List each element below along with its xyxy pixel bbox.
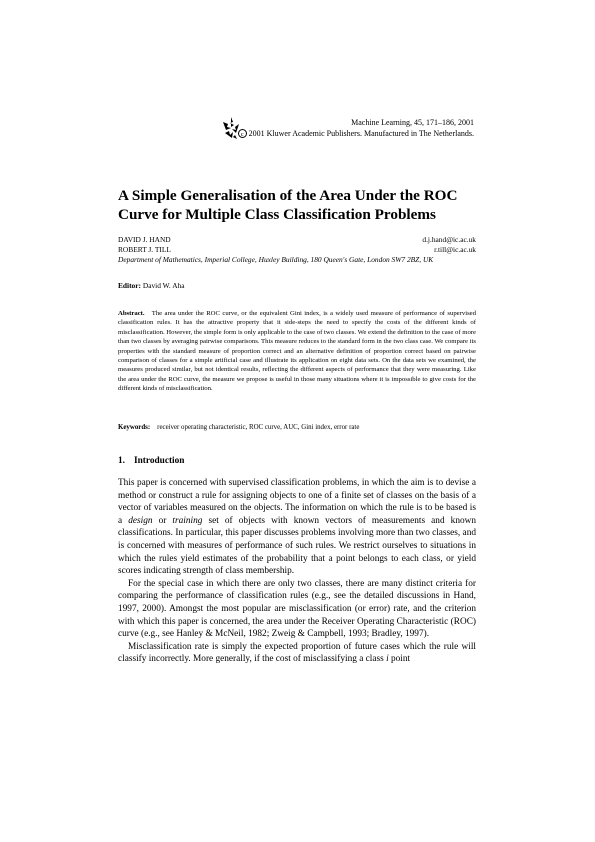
editor-label: Editor: <box>118 281 141 290</box>
paragraph-text: point <box>388 654 411 665</box>
keywords-label: Keywords: <box>118 424 151 431</box>
author-email: r.till@ic.ac.uk <box>434 245 476 254</box>
author-email: d.j.hand@ic.ac.uk <box>422 235 476 244</box>
paragraph-text: or <box>152 515 173 526</box>
emphasis-text: training <box>172 515 203 526</box>
author-affiliation: Department of Mathematics, Imperial College, Huxley Building, 180 Queen's Gate, London SW7 2BZ, UK <box>118 255 434 264</box>
editor-name: David W. Aha <box>142 281 185 290</box>
math-variable: i <box>386 654 389 665</box>
paragraph-text: set of objects with known vectors of measurements and known classifications. In particular, this paper discusses problems involving more than two classes, and is concerned with measures of performance of such rules. We restrict ourselves to situations in which the rules yield estimates of the probability that a point belongs to each class, or yield scores indicating strength of class membership. <box>118 515 476 577</box>
paragraph: For the special case in which there are only two classes, there are many distinct criteria for comparing the performance of classification rules (e.g., see the detailed discussions in Hand, 1997, 2000). Amongst the most popular are misclassification (or error) rate, and the criterion with which this paper is concerned, the area under the Receiver Operating Characteristic (ROC) curve (e.g., see Hanley & McNeil, 1982; Zweig & Campbell, 1993; Bradley, 1997). <box>118 578 476 640</box>
journal-reference <box>238 117 474 139</box>
section-title: Introduction <box>133 456 185 466</box>
abstract-text: The area under the ROC curve, or the equivalent Gini index, is a widely used measure of performance of supervised classification rules. It has the attractive property that it side-steps the need to specify the costs of the different kinds of misclassification. However, the simple form is only applicable to the case of two classes. We extend the definition to the case of more than two classes by averaging pairwise comparisons. This measure reduces to the standard form in the two class case. We compare its properties with the standard measure of proportion correct and an alternative definition of proportion correct based on pairwise comparison of classes for a simple artificial case and illustrate its application on eight data sets. On the data sets we examined, the measures produced similar, but not identical results, reflecting the different aspects of performance that they were measuring. Like the area under the ROC curve, the measure we propose is useful in those many situations where it is impossible to give costs for the different kinds of misclassification. <box>118 310 476 393</box>
section-heading <box>118 455 184 467</box>
copyright-symbol: c <box>238 129 247 138</box>
author-row <box>118 235 476 245</box>
author-name: DAVID J. HAND <box>118 235 171 244</box>
body-text <box>118 477 476 666</box>
paragraph <box>118 641 476 666</box>
abstract-label: Abstract. <box>118 310 145 317</box>
paper-title: A Simple Generalisation of the Area Under the ROC Curve for Multiple Class Classification Problems <box>118 187 458 223</box>
keywords <box>118 423 476 432</box>
author-block <box>118 235 476 265</box>
paragraph-text: This paper is concerned with supervised classification problems, in which the aim is to devise a method or construct a rule for assigning objects to one of a finite set of classes on the basis of a vector of variables measured on the objects. The information on which the rule is to be based is a <box>118 478 476 526</box>
section-number: 1. <box>118 456 125 466</box>
copyright-text: 2001 Kluwer Academic Publishers. Manufactured in The Netherlands. <box>248 129 474 138</box>
author-row <box>118 245 476 255</box>
keywords-text: receiver operating characteristic, ROC curve, AUC, Gini index, error rate <box>157 424 360 431</box>
author-name: ROBERT J. TILL <box>118 245 171 254</box>
abstract <box>118 309 476 394</box>
journal-citation: Machine Learning, 45, 171–186, 2001 <box>351 118 474 127</box>
paragraph-text: Misclassification rate is simply the expected proportion of future cases which the rule will classify incorrectly. More generally, if the cost of misclassifying a class <box>118 641 476 665</box>
emphasis-text: design <box>128 515 153 526</box>
editor-line <box>118 281 185 291</box>
copyright-line <box>238 128 474 139</box>
paragraph <box>118 477 476 578</box>
